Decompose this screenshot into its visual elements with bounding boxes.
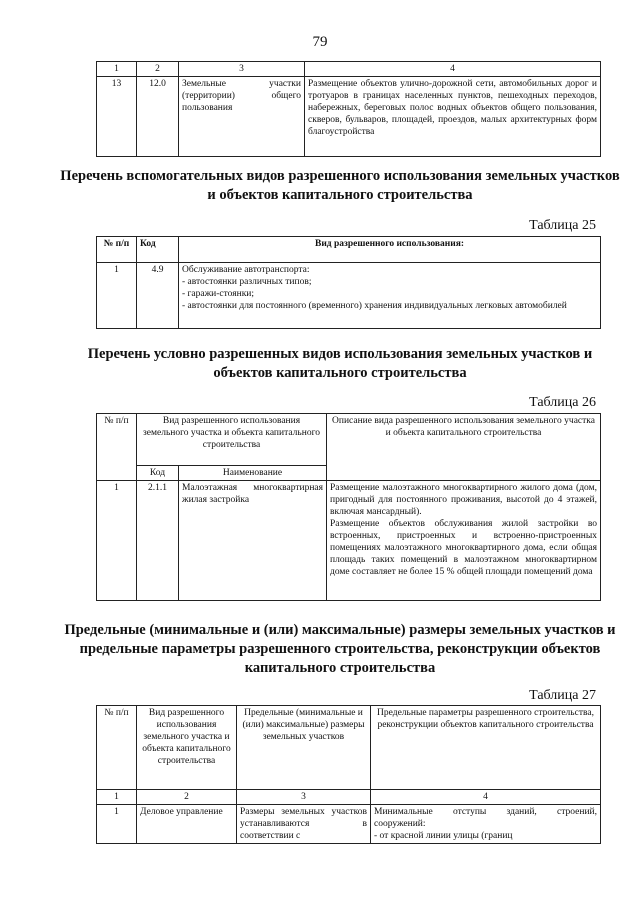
header-num: № п/п (97, 237, 137, 263)
col-number: 2 (137, 790, 237, 805)
header-desc: Описание вида разрешенного использования земельного участка и объекта капитального строительства (327, 414, 601, 481)
row-params-line: - от красной линии улицы (границ (374, 831, 513, 841)
column-number-row (97, 62, 601, 77)
row-description: Размещение объектов улично-дорожной сети, автомобильных дорог и тротуаров в границах населенных пунктов, пешеходных переходов, набережных, береговых полос водных объектов общего пользования, скверов, бульваров, площадей, проездов, малых архитектурных форм благоустройства (305, 77, 601, 157)
row-name: Малоэтажная многоквартирная жилая застройка (179, 481, 327, 601)
table-25 (96, 236, 601, 329)
row-description-para: Размещение объектов обслуживания жилой застройки во встроенных, пристроенных и встроенно-пристроенных помещениях малоэтажного многоквартирного дома, если общая площадь таких помещений в малоэтажном многоквартирном доме составляет не более 15 % общей площади помещений дома (330, 519, 597, 577)
table-26-caption: Таблица 26 (529, 395, 596, 410)
table-row (97, 805, 601, 844)
table-25-caption: Таблица 25 (529, 218, 596, 233)
row-code: 2.1.1 (137, 481, 179, 601)
row-params-line: Минимальные отступы зданий, строений, сооружений: (374, 807, 597, 829)
row-kind: Деловое управление (137, 805, 237, 844)
row-params (371, 805, 601, 844)
header-sizes: Предельные (минимальные и (или) максимальные) размеры земельных участков (237, 706, 371, 790)
row-kind (179, 263, 601, 329)
col-number: 4 (305, 62, 601, 77)
table-row (97, 481, 601, 601)
row-number: 13 (97, 77, 137, 157)
col-number: 3 (237, 790, 371, 805)
header-num: № п/п (97, 706, 137, 790)
header-kind: Вид разрешенного использования земельного участка и объекта капитального строительства (137, 414, 327, 466)
table-27-caption: Таблица 27 (529, 688, 596, 703)
row-number: 1 (97, 805, 137, 844)
header-num: № п/п (97, 414, 137, 481)
header-kind: Вид разрешенного использования: (179, 237, 601, 263)
table-row (97, 263, 601, 329)
row-code: 4.9 (137, 263, 179, 329)
row-description (327, 481, 601, 601)
heading-conditional-uses: Перечень условно разрешенных видов использования земельных участков и объектов капитального строительства (87, 346, 593, 381)
row-kind-line: - автостоянки для постоянного (временного) хранения индивидуальных легковых автомобилей (182, 301, 567, 311)
row-kind-line: - автостоянки различных типов; (182, 277, 312, 287)
table-header-row (97, 414, 601, 466)
table-row (97, 77, 601, 157)
row-code: 12.0 (137, 77, 179, 157)
row-sizes: Размеры земельных участков устанавливаются в соответствии с (237, 805, 371, 844)
header-params: Предельные параметры разрешенного строительства, реконструкции объектов капитального строительства (371, 706, 601, 790)
col-number: 2 (137, 62, 179, 77)
header-code: Код (137, 237, 179, 263)
row-number: 1 (97, 263, 137, 329)
row-kind-line: Обслуживание автотранспорта: (182, 265, 310, 275)
table-26 (96, 413, 601, 601)
column-number-row (97, 790, 601, 805)
table-header-row (97, 237, 601, 263)
header-kind: Вид разрешенного использования земельного участка и объекта капитального строительства (137, 706, 237, 790)
page-number: 79 (312, 34, 328, 50)
row-kind-line: - гаражи-стоянки; (182, 289, 255, 299)
table-27 (96, 705, 601, 844)
row-name: Земельные участки (территории) общего пользования (179, 77, 305, 157)
heading-limit-parameters: Предельные (минимальные и (или) максимальные) размеры земельных участков и предельные параметры разрешенного строительства, реконструкции объектов капитального строительства (64, 622, 616, 676)
row-description-para: Размещение малоэтажного многоквартирного жилого дома (дом, пригодный для постоянного проживания, высотой до 4 этажей, включая мансардный). (330, 483, 597, 517)
header-code: Код (137, 466, 179, 481)
header-name: Наименование (179, 466, 327, 481)
col-number: 3 (179, 62, 305, 77)
col-number: 1 (97, 62, 137, 77)
col-number: 1 (97, 790, 137, 805)
row-number: 1 (97, 481, 137, 601)
col-number: 4 (371, 790, 601, 805)
heading-auxiliary-uses: Перечень вспомогательных видов разрешенного использования земельных участков и объектов капитального строительства (60, 168, 620, 203)
top-table (96, 61, 601, 157)
table-header-row (97, 706, 601, 790)
